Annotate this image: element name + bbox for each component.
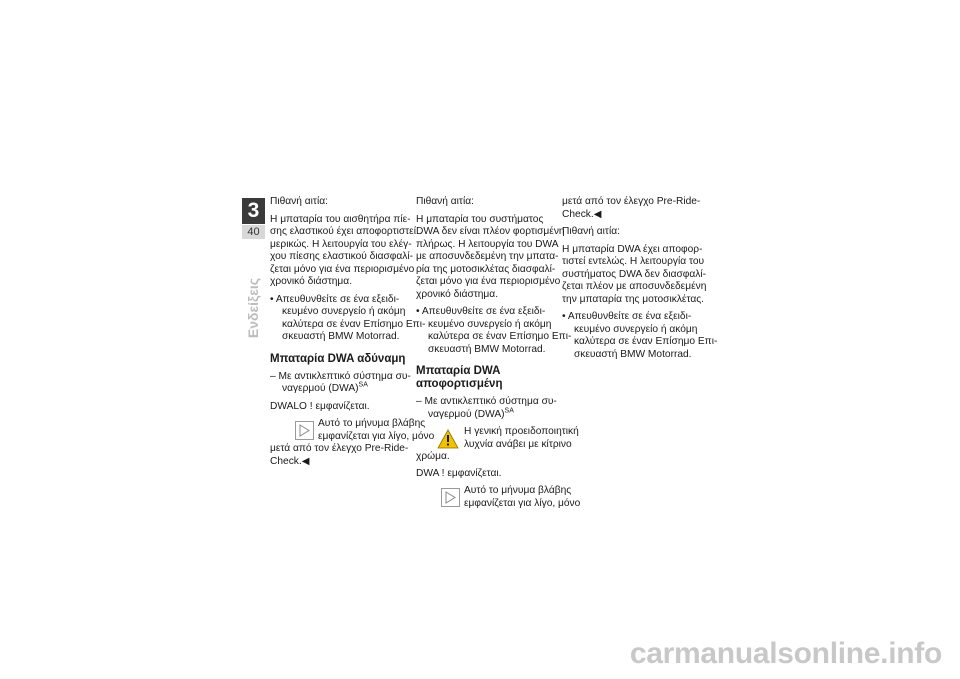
bullet-item: • Απευθυνθείτε σε ένα εξειδι- κευμένο συνεργείο ή ακόμη καλύτερα σε έναν Επίσημο Επι- σκευαστή BMW Motorrad.	[270, 293, 426, 342]
play-note-icon	[441, 488, 460, 507]
text-column-1	[270, 196, 435, 472]
warning-block: Η γενική προειδοποιητική λυχνία ανάβει με κίτρινο χρώμα.	[416, 426, 579, 462]
display-message: DWA ! εμφανίζεται.	[416, 467, 502, 479]
cause-label: Πιθανή αιτία:	[416, 196, 474, 207]
warning-triangle-icon	[437, 429, 459, 454]
section-heading: Μπαταρία DWA αδύναμη	[270, 352, 406, 365]
chapter-side-title: Ενδείξεις	[245, 277, 261, 339]
section-heading: Μπαταρία DWA αποφορτισμένη	[416, 365, 503, 390]
bullet-item: • Απευθυνθείτε σε ένα εξειδι- κευμένο συνεργείο ή ακόμη καλύτερα σε έναν Επίσημο Επι- σκευαστή BMW Motorrad.	[416, 306, 572, 355]
equipment-line: – Με αντικλεπτικό σύστημα συ- ναγερμού (DWA)$^{SA}$	[416, 396, 557, 420]
text-column-3	[562, 196, 718, 366]
cause-label: Πιθανή αιτία:	[562, 226, 620, 237]
note-block: Αυτό το μήνυμα βλάβης εμφανίζεται για λίγο, μόνο	[416, 485, 566, 510]
cause-text: Η μπαταρία DWA έχει αποφορ- τιστεί εντελώς. Η λειτουργία του συστήματος DWA δεν διασφαλί- ζεται πλέον με αποσυνδεδεμένη την μπαταρία της μοτοσικλέτας.	[562, 243, 707, 305]
note-continuation: μετά από τον έλεγχο Pre-Ride- Check.◀	[562, 196, 701, 220]
page-number: 40	[242, 225, 265, 239]
equipment-line: – Με αντικλεπτικό σύστημα συ- ναγερμού (DWA)$^{SA}$	[270, 370, 411, 394]
watermark-link[interactable]: carmanualsonline.info	[629, 637, 942, 670]
cause-text: Η μπαταρία του αισθητήρα πίε- σης ελαστικού έχει αποφορτιστεί μερικώς. Η λειτουργία του ελέγ- χου πίεσης ελαστικού διασφαλί- ζεται μόνο για ένα περιορισμένο χρονικό διάστημα.	[270, 213, 416, 287]
cause-text: Η μπαταρία του συστήματος DWA δεν είναι πλέον φορτισμένη πλήρως. Η λειτουργία του DWA με αποσυνδεδεμένη την μπατα- ρία της μοτοσικλέτας διασφαλί- ζεται μόνο για ένα περιορισμένο χρονικό διάστημα.	[416, 213, 565, 300]
play-note-icon	[295, 421, 314, 440]
bullet-item: • Απευθυνθείτε σε ένα εξειδι- κευμένο συνεργείο ή ακόμη καλύτερα σε έναν Επίσημο Επι- σκευαστή BMW Motorrad.	[562, 311, 718, 360]
note-block: Αυτό το μήνυμα βλάβης εμφανίζεται για λίγο, μόνο μετά από τον έλεγχο Pre-Ride- Check.◀	[270, 418, 435, 467]
chapter-number-tab: 3	[242, 198, 265, 224]
cause-label: Πιθανή αιτία:	[270, 196, 328, 207]
display-message: DWALO ! εμφανίζεται.	[270, 400, 370, 412]
text-column-2	[416, 196, 581, 514]
